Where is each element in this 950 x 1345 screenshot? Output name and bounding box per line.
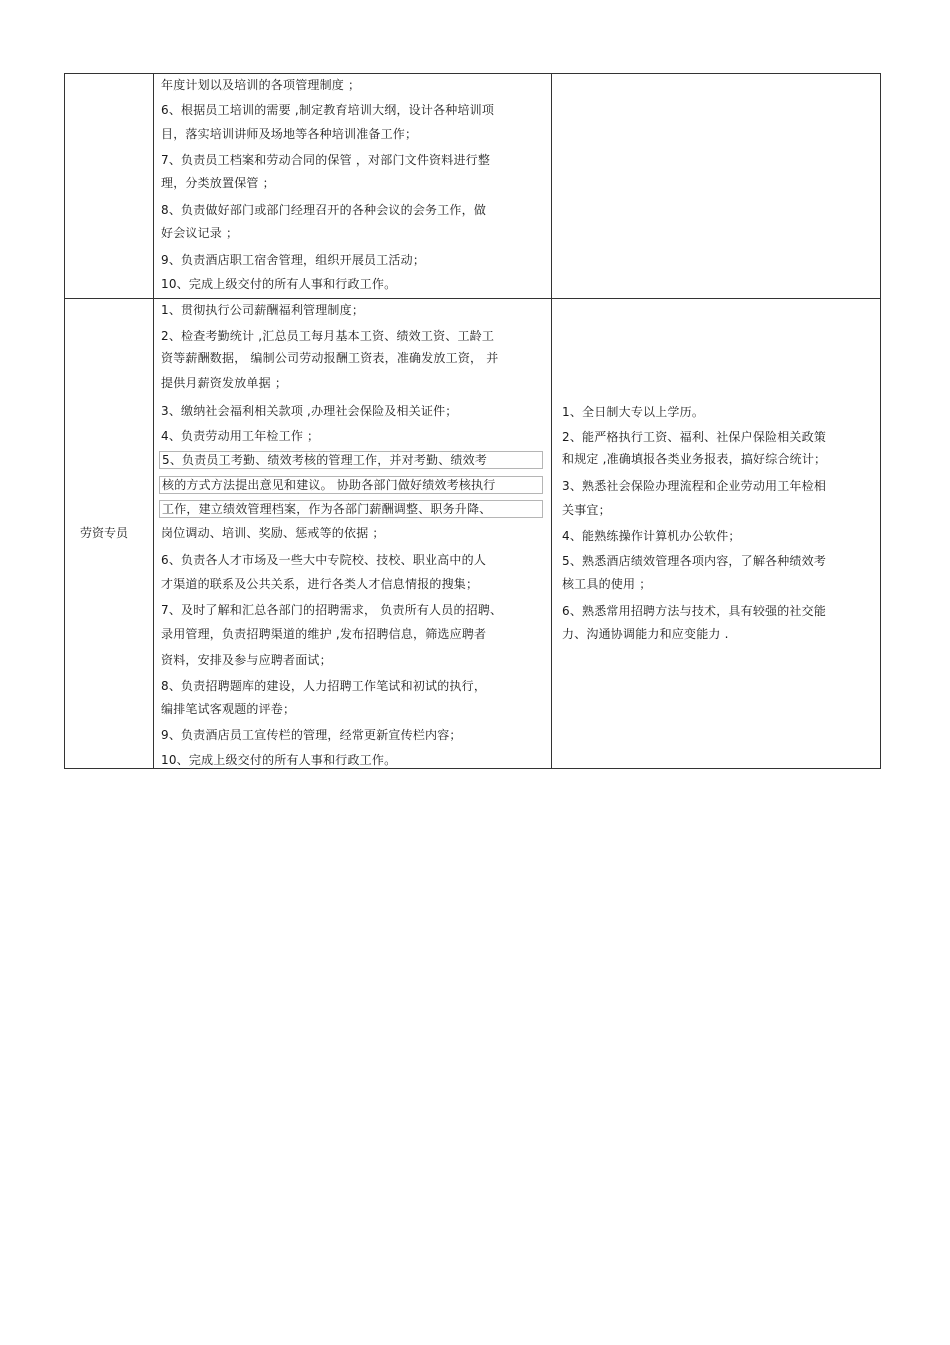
- duty-line: 资等薪酬数据， 编制公司劳动报酬工资表，准确发放工资， 并: [161, 351, 499, 365]
- duty-line: 7、负责员工档案和劳动合同的保管 ，对部门文件资料进行整: [161, 153, 491, 167]
- column-divider: [153, 74, 154, 768]
- duty-line: 8、负责做好部门或部门经理召开的各种会议的会务工作，做: [161, 203, 487, 217]
- duty-line: 录用管理，负责招聘渠道的维护 ,发布招聘信息，筛选应聘者: [161, 627, 487, 641]
- duty-line: 资料，安排及参与应聘者面试；: [161, 653, 332, 667]
- requirement-line: 和规定 ,准确填报各类业务报表，搞好综合统计；: [562, 452, 827, 466]
- duty-line: 年度计划以及培训的各项管理制度 ；: [161, 78, 361, 92]
- requirement-line: 5、熟悉酒店绩效管理各项内容，了解各种绩效考: [562, 554, 827, 568]
- requirement-line: 4、能熟练操作计算机办公软件；: [562, 529, 741, 543]
- role-label: 劳资专员: [80, 526, 129, 540]
- duty-line: 才渠道的联系及公共关系，进行各类人才信息情报的搜集；: [161, 577, 479, 591]
- duty-line: 9、负责酒店员工宣传栏的管理，经常更新宣传栏内容；: [161, 728, 462, 742]
- duty-line: 目，落实培训讲师及场地等各种培训准备工作；: [161, 127, 418, 141]
- duty-line: 4、负责劳动用工年检工作 ；: [161, 429, 320, 443]
- requirement-line: 核工具的使用 ；: [562, 577, 652, 591]
- requirement-line: 3、熟悉社会保险办理流程和企业劳动用工年检相: [562, 479, 827, 493]
- duty-line: 9、负责酒店职工宿舍管理，组织开展员工活动；: [161, 253, 426, 267]
- duties-table: [64, 73, 881, 769]
- requirement-line: 1、全日制大专以上学历。: [562, 405, 705, 419]
- duty-line: 10、完成上级交付的所有人事和行政工作。: [161, 753, 397, 767]
- requirement-line: 2、能严格执行工资、福利、社保户保险相关政策: [562, 430, 827, 444]
- duty-line: 3、缴纳社会福利相关款项 ,办理社会保险及相关证件；: [161, 404, 458, 418]
- duty-line: 理，分类放置保管 ；: [161, 176, 275, 190]
- duty-line: 6、根据员工培训的需要 ,制定教育培训大纲，设计各种培训项: [161, 103, 495, 117]
- duty-line: 5、负责员工考勤、绩效考核的管理工作，并对考勤、绩效考: [159, 451, 543, 469]
- duty-line: 10、完成上级交付的所有人事和行政工作。: [161, 277, 397, 291]
- duty-line: 核的方式方法提出意见和建议。 协助各部门做好绩效考核执行: [159, 476, 543, 494]
- duty-line: 提供月薪资发放单据 ；: [161, 376, 288, 390]
- duty-line: 好会议记录 ；: [161, 226, 239, 240]
- duty-line: 2、检查考勤统计 ,汇总员工每月基本工资、绩效工资、工龄工: [161, 329, 495, 343]
- duty-line: 8、负责招聘题库的建设，人力招聘工作笔试和初试的执行，: [161, 679, 487, 693]
- duty-line: 编排笔试客观题的评卷；: [161, 702, 296, 716]
- duty-line: 6、负责各人才市场及一些大中专院校、技校、职业高中的人: [161, 553, 487, 567]
- requirement-line: 力、沟通协调能力和应变能力 .: [562, 627, 729, 641]
- column-divider: [551, 74, 552, 768]
- duty-line: 工作，建立绩效管理档案，作为各部门薪酬调整、职务升降、: [159, 500, 543, 518]
- duty-line: 岗位调动、培训、奖励、惩戒等的依据 ；: [161, 526, 385, 540]
- row-divider: [65, 298, 880, 299]
- requirement-line: 关事宜；: [562, 503, 611, 517]
- duty-line: 7、及时了解和汇总各部门的招聘需求， 负责所有人员的招聘、: [161, 603, 503, 617]
- duty-line: 1、贯彻执行公司薪酬福利管理制度；: [161, 303, 365, 317]
- requirement-line: 6、熟悉常用招聘方法与技术，具有较强的社交能: [562, 604, 827, 618]
